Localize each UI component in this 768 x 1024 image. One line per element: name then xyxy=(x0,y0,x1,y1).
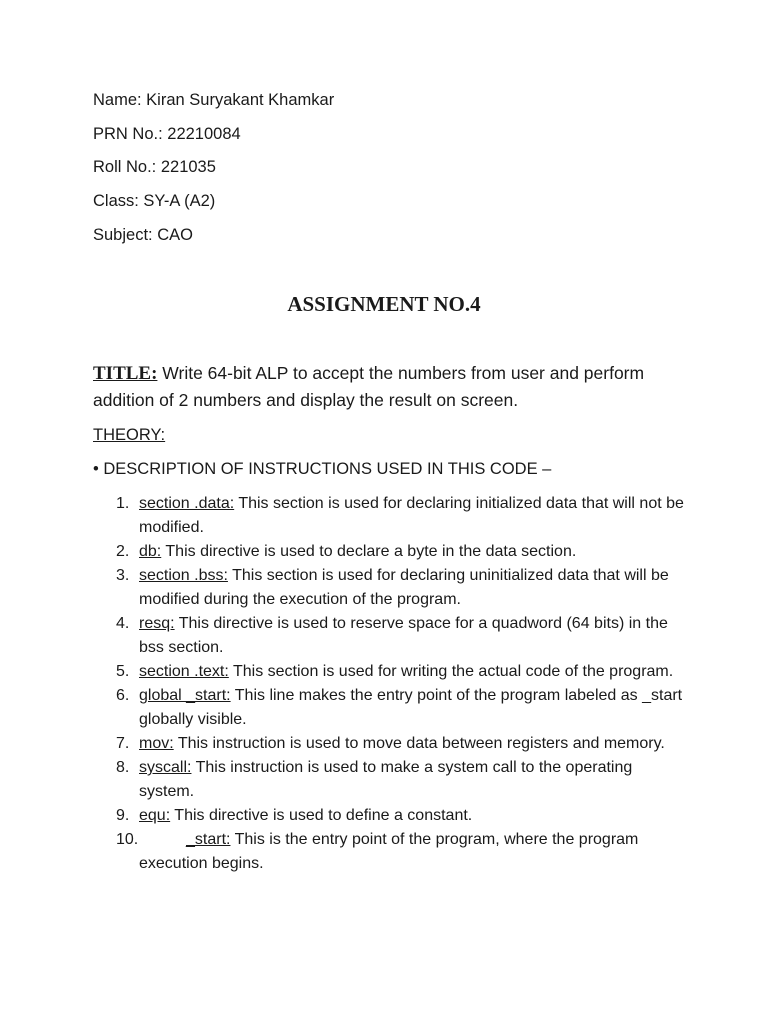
item-term: equ: xyxy=(139,807,171,824)
item-text: This instruction is used to make a system call to the operating system. xyxy=(139,759,633,800)
student-prn: PRN No.: 22210084 xyxy=(93,125,241,143)
item-text: This section is used for writing the actual code of the program. xyxy=(228,663,674,680)
item-number: 3. xyxy=(116,567,130,584)
description-heading: • DESCRIPTION OF INSTRUCTIONS USED IN THIS CODE – xyxy=(93,460,552,478)
instruction-item xyxy=(0,732,684,756)
instruction-item xyxy=(0,612,684,660)
item-term: syscall: xyxy=(139,759,192,776)
item-text: This instruction is used to move data between registers and memory. xyxy=(173,735,665,752)
instruction-item xyxy=(0,492,684,540)
item-term: db: xyxy=(139,543,162,560)
item-text: This section is used for declaring initialized data that will not be modified. xyxy=(139,495,684,536)
instruction-item xyxy=(0,828,684,876)
item-term: section .text: xyxy=(139,663,229,680)
item-text: This directive is used to define a constant. xyxy=(170,807,473,824)
instruction-item xyxy=(0,660,684,684)
item-number: 6. xyxy=(116,687,130,704)
instruction-item xyxy=(0,540,684,564)
title-block xyxy=(93,360,693,413)
student-name: Name: Kiran Suryakant Khamkar xyxy=(93,91,335,109)
item-number: 9. xyxy=(116,807,130,824)
item-text: This directive is used to declare a byte in the data section. xyxy=(161,543,577,560)
theory-label: THEORY: xyxy=(93,426,166,444)
item-term: section .data: xyxy=(139,495,235,512)
item-text: This section is used for declaring uninitialized data that will be modified during the execution of the program. xyxy=(139,567,669,608)
instruction-item xyxy=(0,684,684,732)
instruction-item xyxy=(0,756,684,804)
item-number: 7. xyxy=(116,735,130,752)
item-number: 2. xyxy=(116,543,130,560)
item-term: global _start: xyxy=(139,687,231,704)
student-roll-number: Roll No.: 221035 xyxy=(93,158,216,176)
item-term: _start: xyxy=(186,831,231,848)
item-text: This is the entry point of the program, where the program execution begins. xyxy=(139,831,639,872)
item-number: 4. xyxy=(116,615,130,632)
item-text: This directive is used to reserve space for a quadword (64 bits) in the bss section. xyxy=(139,615,668,656)
item-term: mov: xyxy=(139,735,174,752)
assignment-heading: ASSIGNMENT NO.4 xyxy=(287,292,481,316)
instruction-item xyxy=(0,804,684,828)
item-number: 10. xyxy=(116,831,139,848)
student-class: Class: SY-A (A2) xyxy=(93,192,216,210)
item-number: 8. xyxy=(116,759,130,776)
item-text: This line makes the entry point of the program labeled as _start globally visible. xyxy=(139,687,683,728)
title-label: TITLE: xyxy=(93,363,158,384)
item-term: resq: xyxy=(139,615,175,632)
instruction-list xyxy=(0,492,768,876)
student-subject: Subject: CAO xyxy=(93,226,193,244)
item-number: 5. xyxy=(116,663,130,680)
item-number: 1. xyxy=(116,495,130,512)
item-term: section .bss: xyxy=(139,567,228,584)
instruction-item xyxy=(0,564,684,612)
title-text: Write 64-bit ALP to accept the numbers from user and perform addition of 2 numbers and display the result on screen. xyxy=(93,363,645,410)
